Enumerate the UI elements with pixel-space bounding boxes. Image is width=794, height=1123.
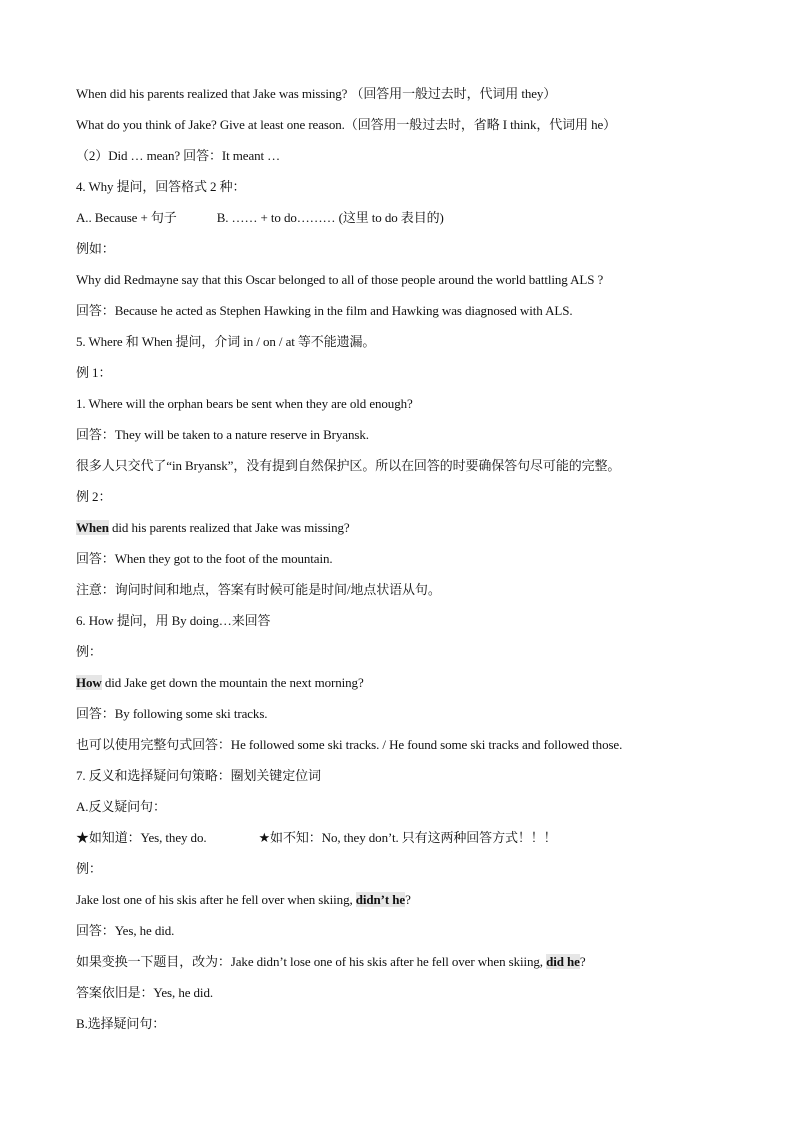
highlighted-keyword: When	[76, 520, 109, 535]
highlighted-keyword: didn’t he	[355, 892, 406, 907]
document-page	[76, 78, 776, 1039]
answer-if-unknown: ★如不知：No, they don’t. 只有这两种回答方式！！！	[258, 830, 557, 845]
why-example-answer: 回答：Because he acted as Stephen Hawking in the film and Hawking was diagnosed with ALS.	[76, 303, 573, 318]
example-label: 例如：	[76, 241, 115, 256]
how-example-question: How did Jake get down the mountain the next morning?	[76, 675, 364, 690]
tag-example-answer: 回答：Yes, he did.	[76, 923, 175, 938]
section-7-heading: 7. 反义和选择疑问句策略：圈划关键定位词	[76, 768, 321, 783]
example-2-label: 例 2：	[76, 489, 112, 504]
format-b: B. …… + to do……… (这里 to do 表目的)	[216, 210, 444, 225]
did-mean-rule: （2）Did … mean? 回答：It meant …	[76, 148, 281, 163]
choice-question-heading: B.选择疑问句：	[76, 1016, 166, 1031]
where-example-note: 很多人只交代了“in Bryansk”，没有提到自然保护区。所以在回答的时要确保答句尽可能的完整。	[76, 458, 621, 473]
where-example-question: 1. Where will the orphan bears be sent when they are old enough?	[76, 396, 413, 411]
where-example-answer: 回答：They will be taken to a nature reserve in Bryansk.	[76, 427, 369, 442]
how-full-answer: 也可以使用完整句式回答：He followed some ski tracks. / He found some ski tracks and followed those.	[76, 737, 623, 752]
when-example-question: When did his parents realized that Jake was missing?	[76, 520, 350, 535]
tag-example-question: Jake lost one of his skis after he fell over when skiing, didn’t he?	[76, 892, 411, 907]
section-6-heading: 6. How 提问，用 By doing…来回答	[76, 613, 271, 628]
time-place-note: 注意：询问时间和地点，答案有时候可能是时间/地点状语从句。	[76, 582, 441, 597]
why-example-question: Why did Redmayne say that this Oscar belonged to all of those people around the world battling ALS ?	[76, 272, 604, 287]
tag-question-answers	[76, 822, 776, 853]
tag-variant-answer: 答案依旧是：Yes, he did.	[76, 985, 213, 1000]
when-example-answer: 回答：When they got to the foot of the mountain.	[76, 551, 333, 566]
tag-variant-question: 如果变换一下题目，改为：Jake didn’t lose one of his skis after he fell over when skiing, did he?	[76, 954, 586, 969]
example-1-label: 例 1：	[76, 365, 112, 380]
section-5-heading: 5. Where 和 When 提问，介词 in / on / at 等不能遗漏。	[76, 334, 376, 349]
section-4-heading: 4. Why 提问，回答格式 2 种：	[76, 179, 246, 194]
question-parents-realized: When did his parents realized that Jake was missing? （回答用一般过去时，代词用 they）	[76, 86, 557, 101]
tag-question-heading: A.反义疑问句：	[76, 799, 166, 814]
example-label: 例：	[76, 861, 102, 876]
how-example-answer: 回答：By following some ski tracks.	[76, 706, 268, 721]
why-answer-formats	[76, 202, 776, 233]
example-label: 例：	[76, 644, 102, 659]
highlighted-keyword: How	[76, 675, 102, 690]
format-a: A.. Because + 句子	[76, 210, 177, 225]
question-think-of-jake: What do you think of Jake? Give at least one reason.（回答用一般过去时，省略 I think，代词用 he）	[76, 117, 617, 132]
answer-if-known: ★如知道：Yes, they do.	[76, 830, 207, 845]
highlighted-keyword: did he	[546, 954, 580, 969]
